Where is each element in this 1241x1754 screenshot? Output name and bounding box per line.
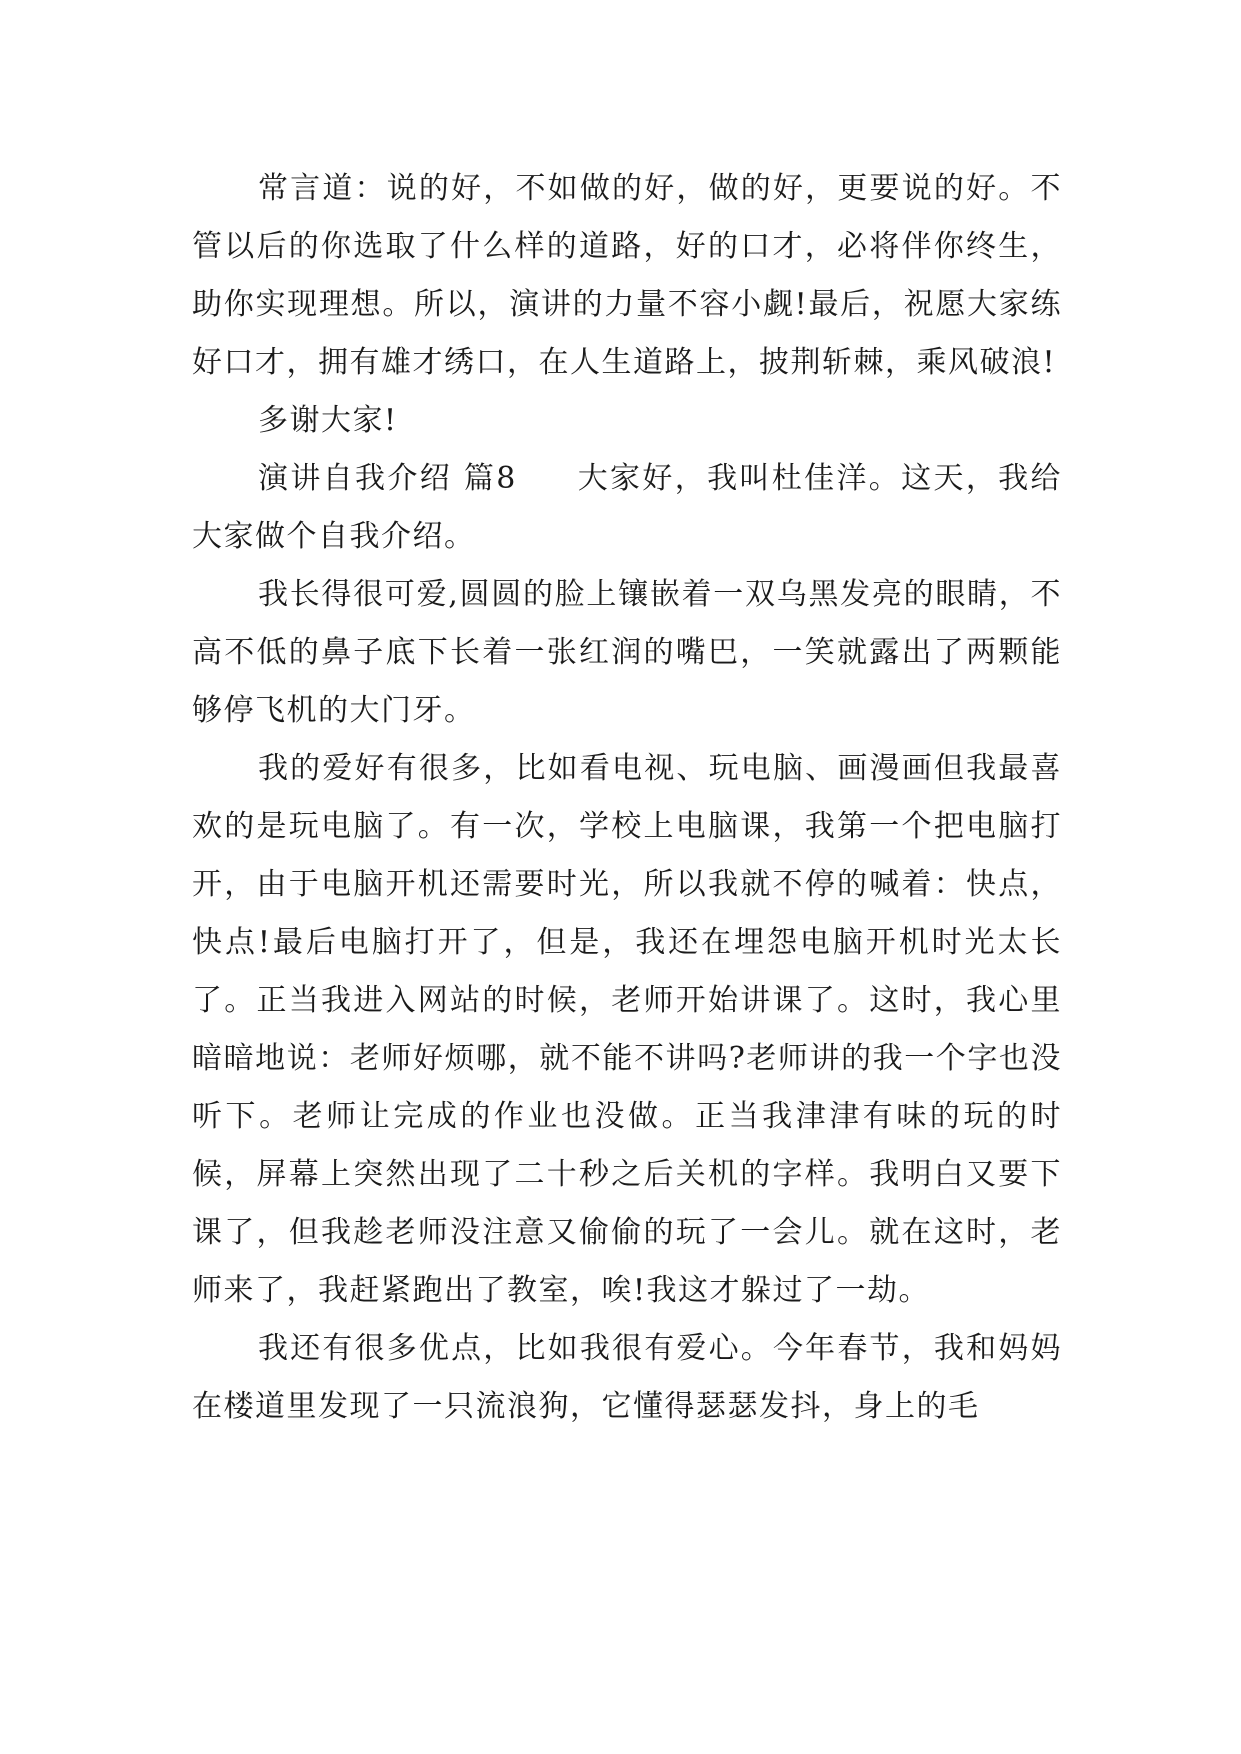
section-heading-paragraph [192,450,1062,566]
section-title: 演讲自我介绍 篇8 [258,461,517,496]
paragraph-thanks: 多谢大家! [258,403,398,438]
section-intro-text: 大家好，我叫杜佳洋。这天，我给大家做个自我介绍。 [192,461,1063,554]
document-page [192,160,1062,1436]
paragraph-appearance: 我长得很可爱,圆圆的脸上镶嵌着一双乌黑发亮的眼睛，不高不低的鼻子底下长着一张红润的嘴巴，一笑就露出了两颗能够停飞机的大门牙。 [192,577,1062,728]
paragraph-hobbies: 我的爱好有很多，比如看电视、玩电脑、画漫画但我最喜欢的是玩电脑了。有一次，学校上电脑课，我第一个把电脑打开，由于电脑开机还需要时光，所以我就不停的喊着：快点，快点!最后电脑打开了，但是，我还在埋怨电脑开机时光太长了。正当我进入网站的时候，老师开始讲课了。这时，我心里暗暗地说：老师好烦哪，就不能不讲吗?老师讲的我一个字也没听下。老师让完成的作业也没做。正当我津津有味的玩的时候，屏幕上突然出现了二十秒之后关机的字样。我明白又要下课了，但我趁老师没注意又偷偷的玩了一会儿。就在这时，老师来了，我赶紧跑出了教室，唉!我这才躲过了一劫。 [192,751,1062,1308]
paragraph-conclusion: 常言道：说的好，不如做的好，做的好，更要说的好。不管以后的你选取了什么样的道路，好的口才，必将伴你终生，助你实现理想。所以，演讲的力量不容小觑!最后，祝愿大家练好口才，拥有雄才绣口，在人生道路上，披荆斩棘，乘风破浪! [192,171,1062,380]
paragraph-virtues: 我还有很多优点，比如我很有爱心。今年春节，我和妈妈在楼道里发现了一只流浪狗，它懂得瑟瑟发抖，身上的毛 [192,1331,1062,1424]
